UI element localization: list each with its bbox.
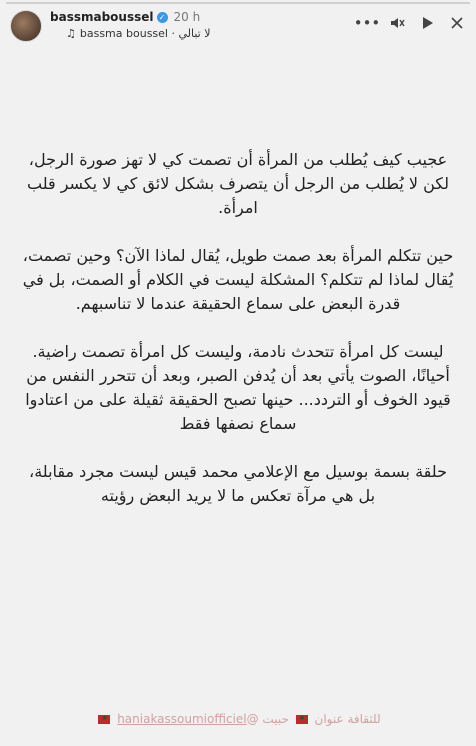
mention-link[interactable]: haniakassoumiofficiel — [117, 712, 247, 726]
story-text — [22, 148, 454, 532]
username-row[interactable] — [50, 10, 200, 24]
morocco-flag-icon — [296, 715, 308, 724]
audio-attribution[interactable] — [66, 27, 211, 40]
story-progress-fill — [6, 2, 470, 4]
username[interactable]: bassmaboussel — [50, 10, 154, 24]
more-icon[interactable]: ••• — [353, 14, 381, 32]
play-icon[interactable] — [418, 14, 436, 32]
music-icon: ♫ — [66, 27, 76, 40]
story-footer — [0, 712, 476, 726]
paragraph: ليست كل امرأة تتحدث نادمة، وليست كل امرأة تصمت راضية. أحيانًا، الصوت يأتي بعد أن يُدفن الصبر، وبعد أن تتحرر النفس من قيود الخوف أو التردد... حينها تصبح الحقيقة ثقيلة على من اعتادوا سماع نصفها فقط — [25, 342, 451, 433]
mute-icon[interactable] — [388, 14, 406, 32]
footer-middle: حبيت @ — [246, 712, 289, 726]
verified-badge-icon: ✓ — [157, 12, 168, 23]
avatar[interactable] — [10, 10, 42, 42]
paragraph: حلقة بسمة بوسيل مع الإعلامي محمد قيس ليست مجرد مقابلة، بل هي مرآة تعكس ما لا يريد البعض رؤيته — [29, 462, 447, 505]
post-time: 20 h — [173, 10, 201, 24]
paragraph: حين تتكلم المرأة بعد صمت طويل، يُقال لماذا الآن؟ وحين تصمت، يُقال لماذا لم تتكلم؟ المشكلة ليست في الكلام أو الصمت، بل في قدرة البعض على سماع الحقيقة عندما لا تناسبهم. — [22, 246, 454, 313]
story-progress-bar — [6, 2, 470, 4]
audio-artist: bassma boussel — [79, 27, 168, 40]
footer-prefix: للثقافة عنوان — [314, 712, 381, 726]
story-header — [0, 6, 476, 46]
close-icon[interactable] — [448, 14, 466, 32]
header-actions — [353, 14, 466, 32]
audio-title: · لا تبالي — [171, 27, 211, 40]
paragraph: عجيب كيف يُطلب من المرأة أن تصمت كي لا تهز صورة الرجل، لكن لا يُطلب من الرجل أن يتصرف بشكل لائق كي لا يكسر قلب امرأة. — [26, 150, 450, 217]
morocco-flag-icon — [98, 715, 110, 724]
